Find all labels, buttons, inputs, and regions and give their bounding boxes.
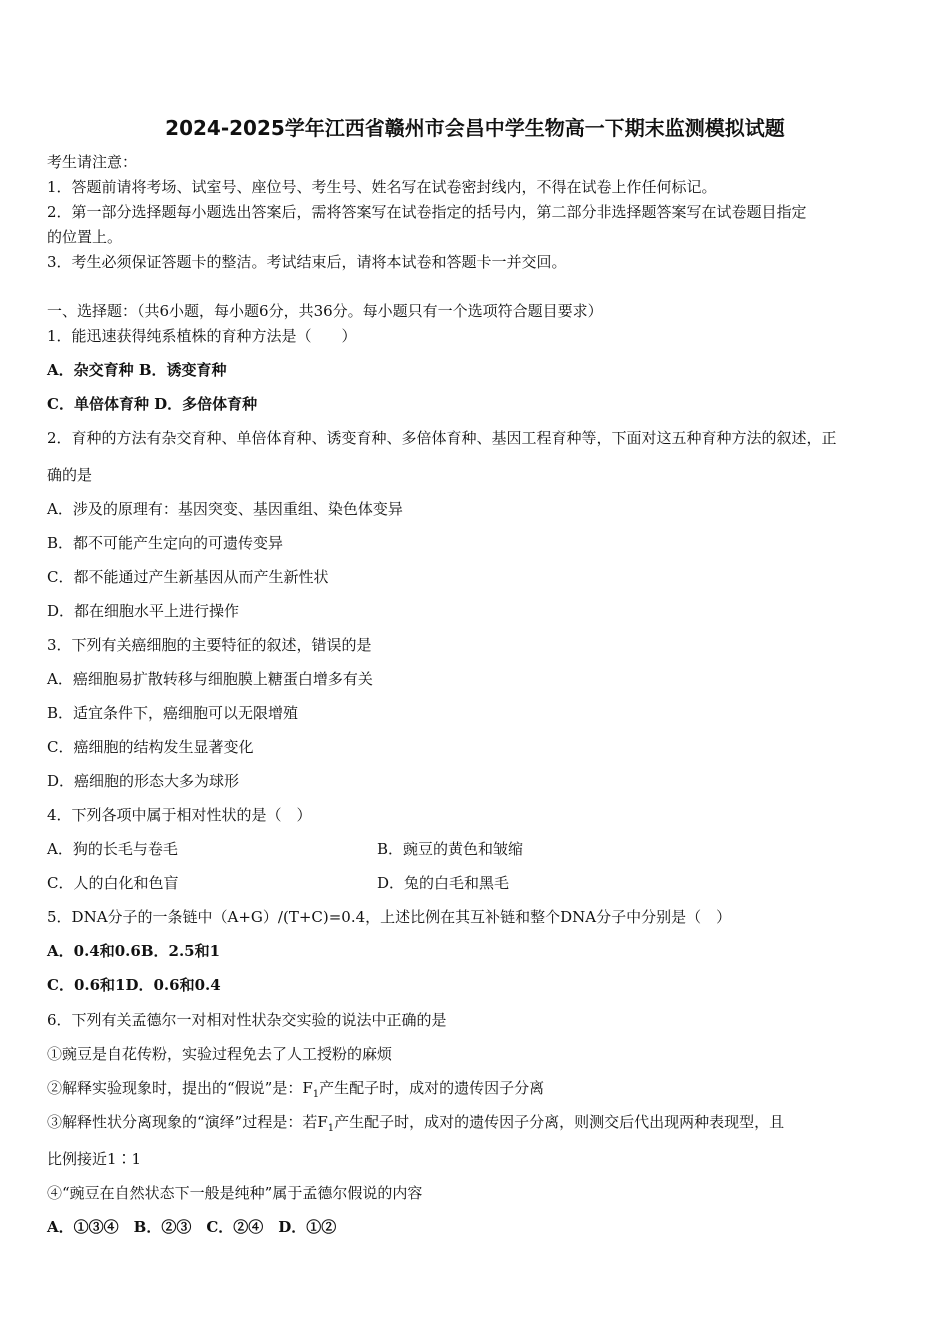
q2-option-b: B．都不可能产生定向的可遗传变异 (47, 534, 284, 552)
q2-option-a: A．涉及的原理有：基因突变、基因重组、染色体变异 (47, 500, 403, 518)
q6-statement-2: ②解释实验现象时，提出的“假说”是：$F_1$产生配子时，成对的遗传因子分离 (47, 1079, 545, 1100)
notice-item-3: 3．考生必须保证答题卡的整洁。考试结束后，请将本试卷和答题卡一并交回。 (47, 253, 567, 271)
q6-stem: 6．下列有关孟德尔一对相对性状杂交实验的说法中正确的是 (47, 1011, 447, 1029)
q4-option-d: D．兔的白毛和黑毛 (377, 874, 510, 892)
q6-statement-3-cont: 比例接近1∶1 (47, 1150, 142, 1168)
q2-stem: 2．育种的方法有杂交育种、单倍体育种、诱变育种、多倍体育种、基因工程育种等，下面对这五种育种方法的叙述，正 (47, 429, 837, 447)
q3-stem: 3．下列有关癌细胞的主要特征的叙述，错误的是 (47, 636, 372, 654)
q5-stem: 5．DNA分子的一条链中（A+G）/(T+C)=0.4，上述比例在其互补链和整个DNA分子中分别是（ ） (47, 908, 732, 926)
notice-item-2-cont: 的位置上。 (47, 228, 123, 246)
q1-options-cd: C．单倍体育种 D．多倍体育种 (47, 395, 258, 413)
page-title: 2024-2025学年江西省赣州市会昌中学生物高一下期末监测模拟试题 (165, 116, 785, 140)
section-heading: 一、选择题：（共6小题，每小题6分，共36分。每小题只有一个选项符合题目要求） (47, 302, 603, 320)
q3-option-c: C．癌细胞的结构发生显著变化 (47, 738, 254, 756)
q6-statement-3: ③解释性状分离现象的“演绎”过程是：若$F_1$产生配子时，成对的遗传因子分离，则测交后代出现两种表现型，且 (47, 1113, 785, 1134)
q3-option-b: B．适宜条件下，癌细胞可以无限增殖 (47, 704, 299, 722)
notice-heading: 考生请注意： (47, 153, 138, 171)
q5-options-cd: C．0.6和1D．0.6和0.4 (47, 976, 221, 994)
q3-option-a: A．癌细胞易扩散转移与细胞膜上糖蛋白增多有关 (47, 670, 373, 688)
q6-statement-4: ④“豌豆在自然状态下一般是纯种”属于孟德尔假说的内容 (47, 1184, 423, 1202)
notice-item-2: 2．第一部分选择题每小题选出答案后，需将答案写在试卷指定的括号内，第二部分非选择题答案写在试卷题目指定 (47, 203, 807, 221)
q5-options-ab: A．0.4和0.6B．2.5和1 (47, 942, 221, 960)
q4-stem: 4．下列各项中属于相对性状的是（ ） (47, 806, 312, 824)
q2-stem-cont: 确的是 (47, 466, 93, 484)
q4-option-a: A．狗的长毛与卷毛 (47, 840, 178, 858)
q2-option-c: C．都不能通过产生新基因从而产生新性状 (47, 568, 329, 586)
notice-item-1: 1．答题前请将考场、试室号、座位号、考生号、姓名写在试卷密封线内，不得在试卷上作任何标记。 (47, 178, 717, 196)
q4-option-b: B．豌豆的黄色和皱缩 (377, 840, 524, 858)
q6-options: A．①③④ B．②③ C．②④ D．①② (47, 1218, 337, 1236)
q1-stem: 1．能迅速获得纯系植株的育种方法是（ ） (47, 327, 357, 345)
q2-option-d: D．都在细胞水平上进行操作 (47, 602, 240, 620)
q1-options-ab: A．杂交育种 B．诱变育种 (47, 361, 227, 379)
q4-option-c: C．人的白化和色盲 (47, 874, 179, 892)
q3-option-d: D．癌细胞的形态大多为球形 (47, 772, 240, 790)
q6-statement-1: ①豌豆是自花传粉，实验过程免去了人工授粉的麻烦 (47, 1045, 393, 1063)
